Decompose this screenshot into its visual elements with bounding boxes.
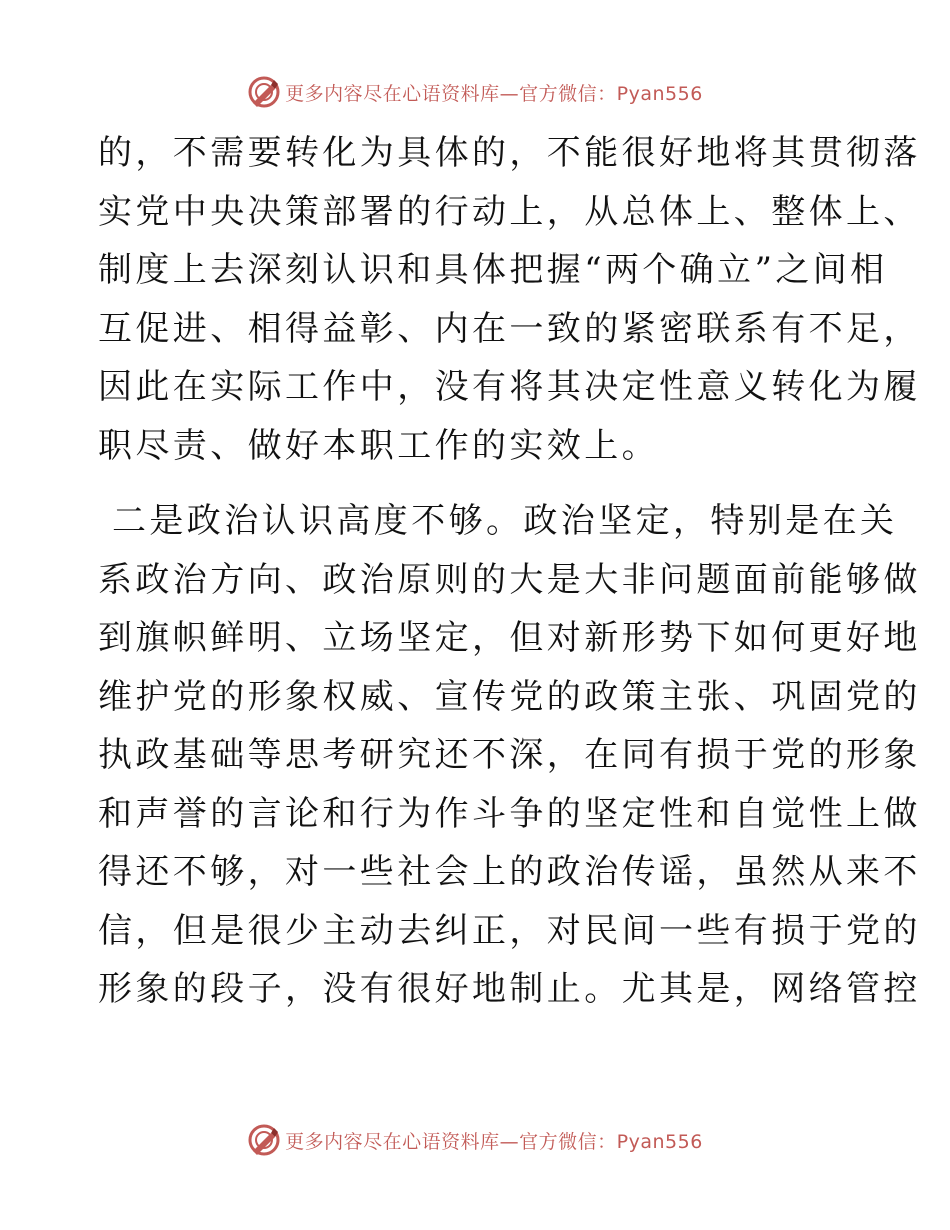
paragraph-1 (98, 124, 921, 475)
text-line: 互促进、相得益彰、内在一致的紧密联系有不足， (98, 308, 921, 349)
text-line: 得还不够，对一些社会上的政治传谣，虽然从来不 (98, 852, 921, 892)
text-line: 二是政治认识高度不够。政治坚定，特别是在关 (112, 501, 898, 541)
paragraph-gap (98, 475, 858, 492)
paragraph-2 (98, 492, 921, 1019)
text-line: 到旗帜鲜明、立场坚定，但对新形势下如何更好地 (98, 618, 921, 658)
header-banner-inner (247, 75, 703, 109)
footer-banner (0, 1118, 950, 1162)
header-banner-text: 更多内容尽在心语资料库—官方微信：Pyan556 (285, 82, 703, 105)
text-line: 实党中央决策部署的行动上，从总体上、整体上、 (98, 191, 921, 232)
text-line: 执政基础等思考研究还不深，在同有损于党的形象 (98, 735, 921, 775)
text-line: 因此在实际工作中，没有将其决定性意义转化为履 (98, 367, 921, 407)
pen-logo-icon (247, 1123, 281, 1157)
pen-logo-icon (247, 75, 281, 109)
text-line: 信，但是很少主动去纠正，对民间一些有损于党的 (98, 910, 921, 951)
text-line: 的，不需要转化为具体的，不能很好地将其贯彻落 (98, 133, 921, 173)
text-line: 职尽责、做好本职工作的实效上。 (98, 425, 659, 466)
text-line: 维护党的形象权威、宣传党的政策主张、巩固党的 (98, 676, 921, 717)
text-line: 形象的段子，没有很好地制止。尤其是，网络管控 (98, 969, 921, 1009)
footer-banner-inner (247, 1123, 703, 1157)
header-banner (0, 70, 950, 114)
text-line: 和声誉的言论和行为作斗争的坚定性和自觉性上做 (98, 793, 921, 834)
document-body (98, 124, 921, 1019)
footer-banner-text: 更多内容尽在心语资料库—官方微信：Pyan556 (285, 1130, 703, 1153)
text-line: 制度上去深刻认识和具体把握“两个确立”之间相 (98, 250, 888, 290)
text-line: 系政治方向、政治原则的大是大非问题面前能够做 (98, 559, 921, 600)
